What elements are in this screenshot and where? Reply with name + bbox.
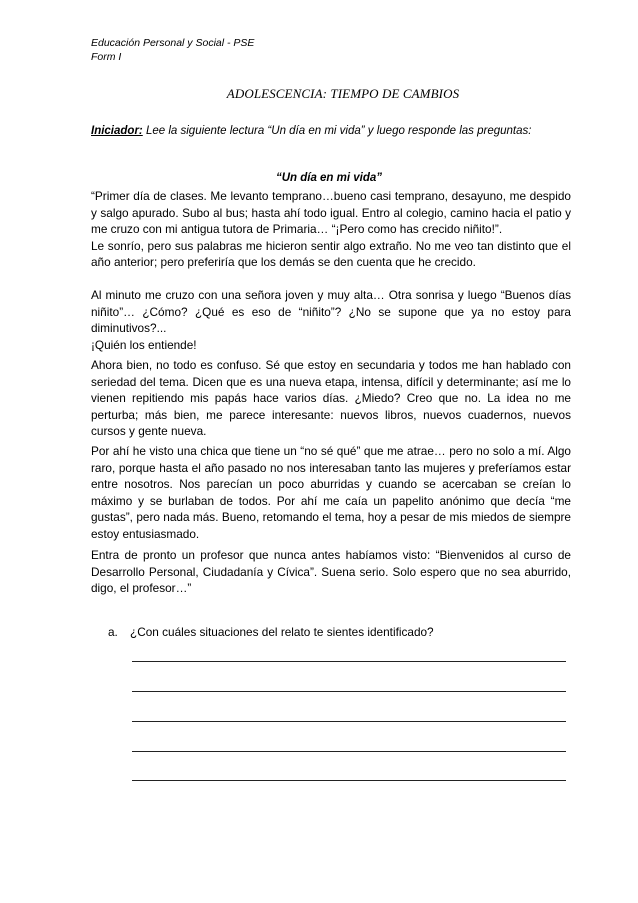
paragraph-line: seriedad del tema. Dicen que es una nueva etapa, intensa, difícil y determinante; así me lo [91,374,571,389]
paragraph-line: Desarrollo Personal, Ciudadanía y Cívica”. Suena serio. Solo espero que no sea aburrido, [91,564,571,579]
question-a [108,625,434,639]
answer-line[interactable] [132,721,566,722]
answer-line[interactable] [132,780,566,781]
paragraph-line: máximo y se burlaban de todos. Por ahí me caía un papelito anónimo que decía “me [91,493,571,508]
question-letter: a. [108,625,118,639]
header-course: Educación Personal y Social - PSE [91,37,255,49]
paragraph-line: Ahora bien, no todo es confuso. Sé que estoy en secundaria y todos me han hablado con [91,358,571,372]
paragraph-line: perturba; más bien, me parece interesante: nuevos libros, nuevos cuadernos, nuevos [91,407,571,422]
paragraph-line: estoy entusiasmado. [91,526,200,541]
paragraph [91,443,571,543]
reading-title-text: “Un día en mi vida” [275,172,383,184]
paragraph-line: Le sonrío, pero sus palabras me hicieron sentir algo extraño. No me veo tan distinto que el [91,238,571,253]
document-header [91,36,254,64]
paragraph-line: diminutivos?... [91,321,167,336]
paragraph-line: cursos y gente nueva. [91,424,207,439]
paragraph-line: y salgo apurado. Subo al bus; hasta ahí todo igual. Entro al colegio, camino hacia el patio y [91,205,571,220]
paragraph-line: digo, el profesor…” [91,581,192,596]
paragraph-line: raro, porque hasta el año pasado no nos interesaban tanto las mujeres y preferíamos estar [91,460,571,475]
paragraph-line: niñito”… ¿Cómo? ¿Qué es eso de “niñito”? ¿No se supone que ya no estoy para [91,304,571,319]
paragraph [91,287,571,353]
paragraph-line: año anterior; pero preferiría que los demás se den cuenta que he crecido. [91,255,476,270]
paragraph [91,188,571,271]
question-text: ¿Con cuáles situaciones del relato te sientes identificado? [130,625,434,639]
paragraph [91,357,571,440]
paragraph-line: “Primer día de clases. Me levanto temprano…bueno casi temprano, desayuno, me despido [91,189,571,203]
reading-title [0,172,638,184]
page-title-text: ADOLESCENCIA: TIEMPO DE CAMBIOS [226,86,460,101]
paragraph-line: entre nosotros. Nos parecían un poco aburridas y cuando se acercaban se creían lo [91,477,571,492]
answer-line[interactable] [132,751,566,752]
paragraph-line: vienen repitiendo mis papás hace varios días. ¿Miedo? Creo que no. La idea no me [91,391,571,406]
answer-line[interactable] [132,691,566,692]
intro-label: Iniciador: [91,125,143,137]
paragraph-line: me cruzo con mi antigua tutora de Primaria… “¡Pero como has crecido niñito!”. [91,222,503,237]
intro-instruction [91,125,531,137]
paragraph-line: Al minuto me cruzo con una señora joven y muy alta… Otra sonrisa y luego “Buenos días [91,288,571,302]
paragraph-line: gustas”, pero nada más. Bueno, retomando el tema, hoy a pesar de mis miedos de siempre [91,510,571,525]
page-title [0,86,638,102]
header-form: Form I [91,51,122,63]
paragraph-line: Entra de pronto un profesor que nunca antes habíamos visto: “Bienvenidos al curso de [91,548,571,562]
paragraph-line: ¡Quién los entiende! [91,337,197,352]
intro-text: Lee la siguiente lectura “Un día en mi vida” y luego responde las preguntas: [142,125,532,137]
paragraph [91,547,571,597]
paragraph-line: Por ahí he visto una chica que tiene un “no sé qué” que me atrae… pero no solo a mí. Algo [91,444,571,458]
answer-line[interactable] [132,661,566,662]
